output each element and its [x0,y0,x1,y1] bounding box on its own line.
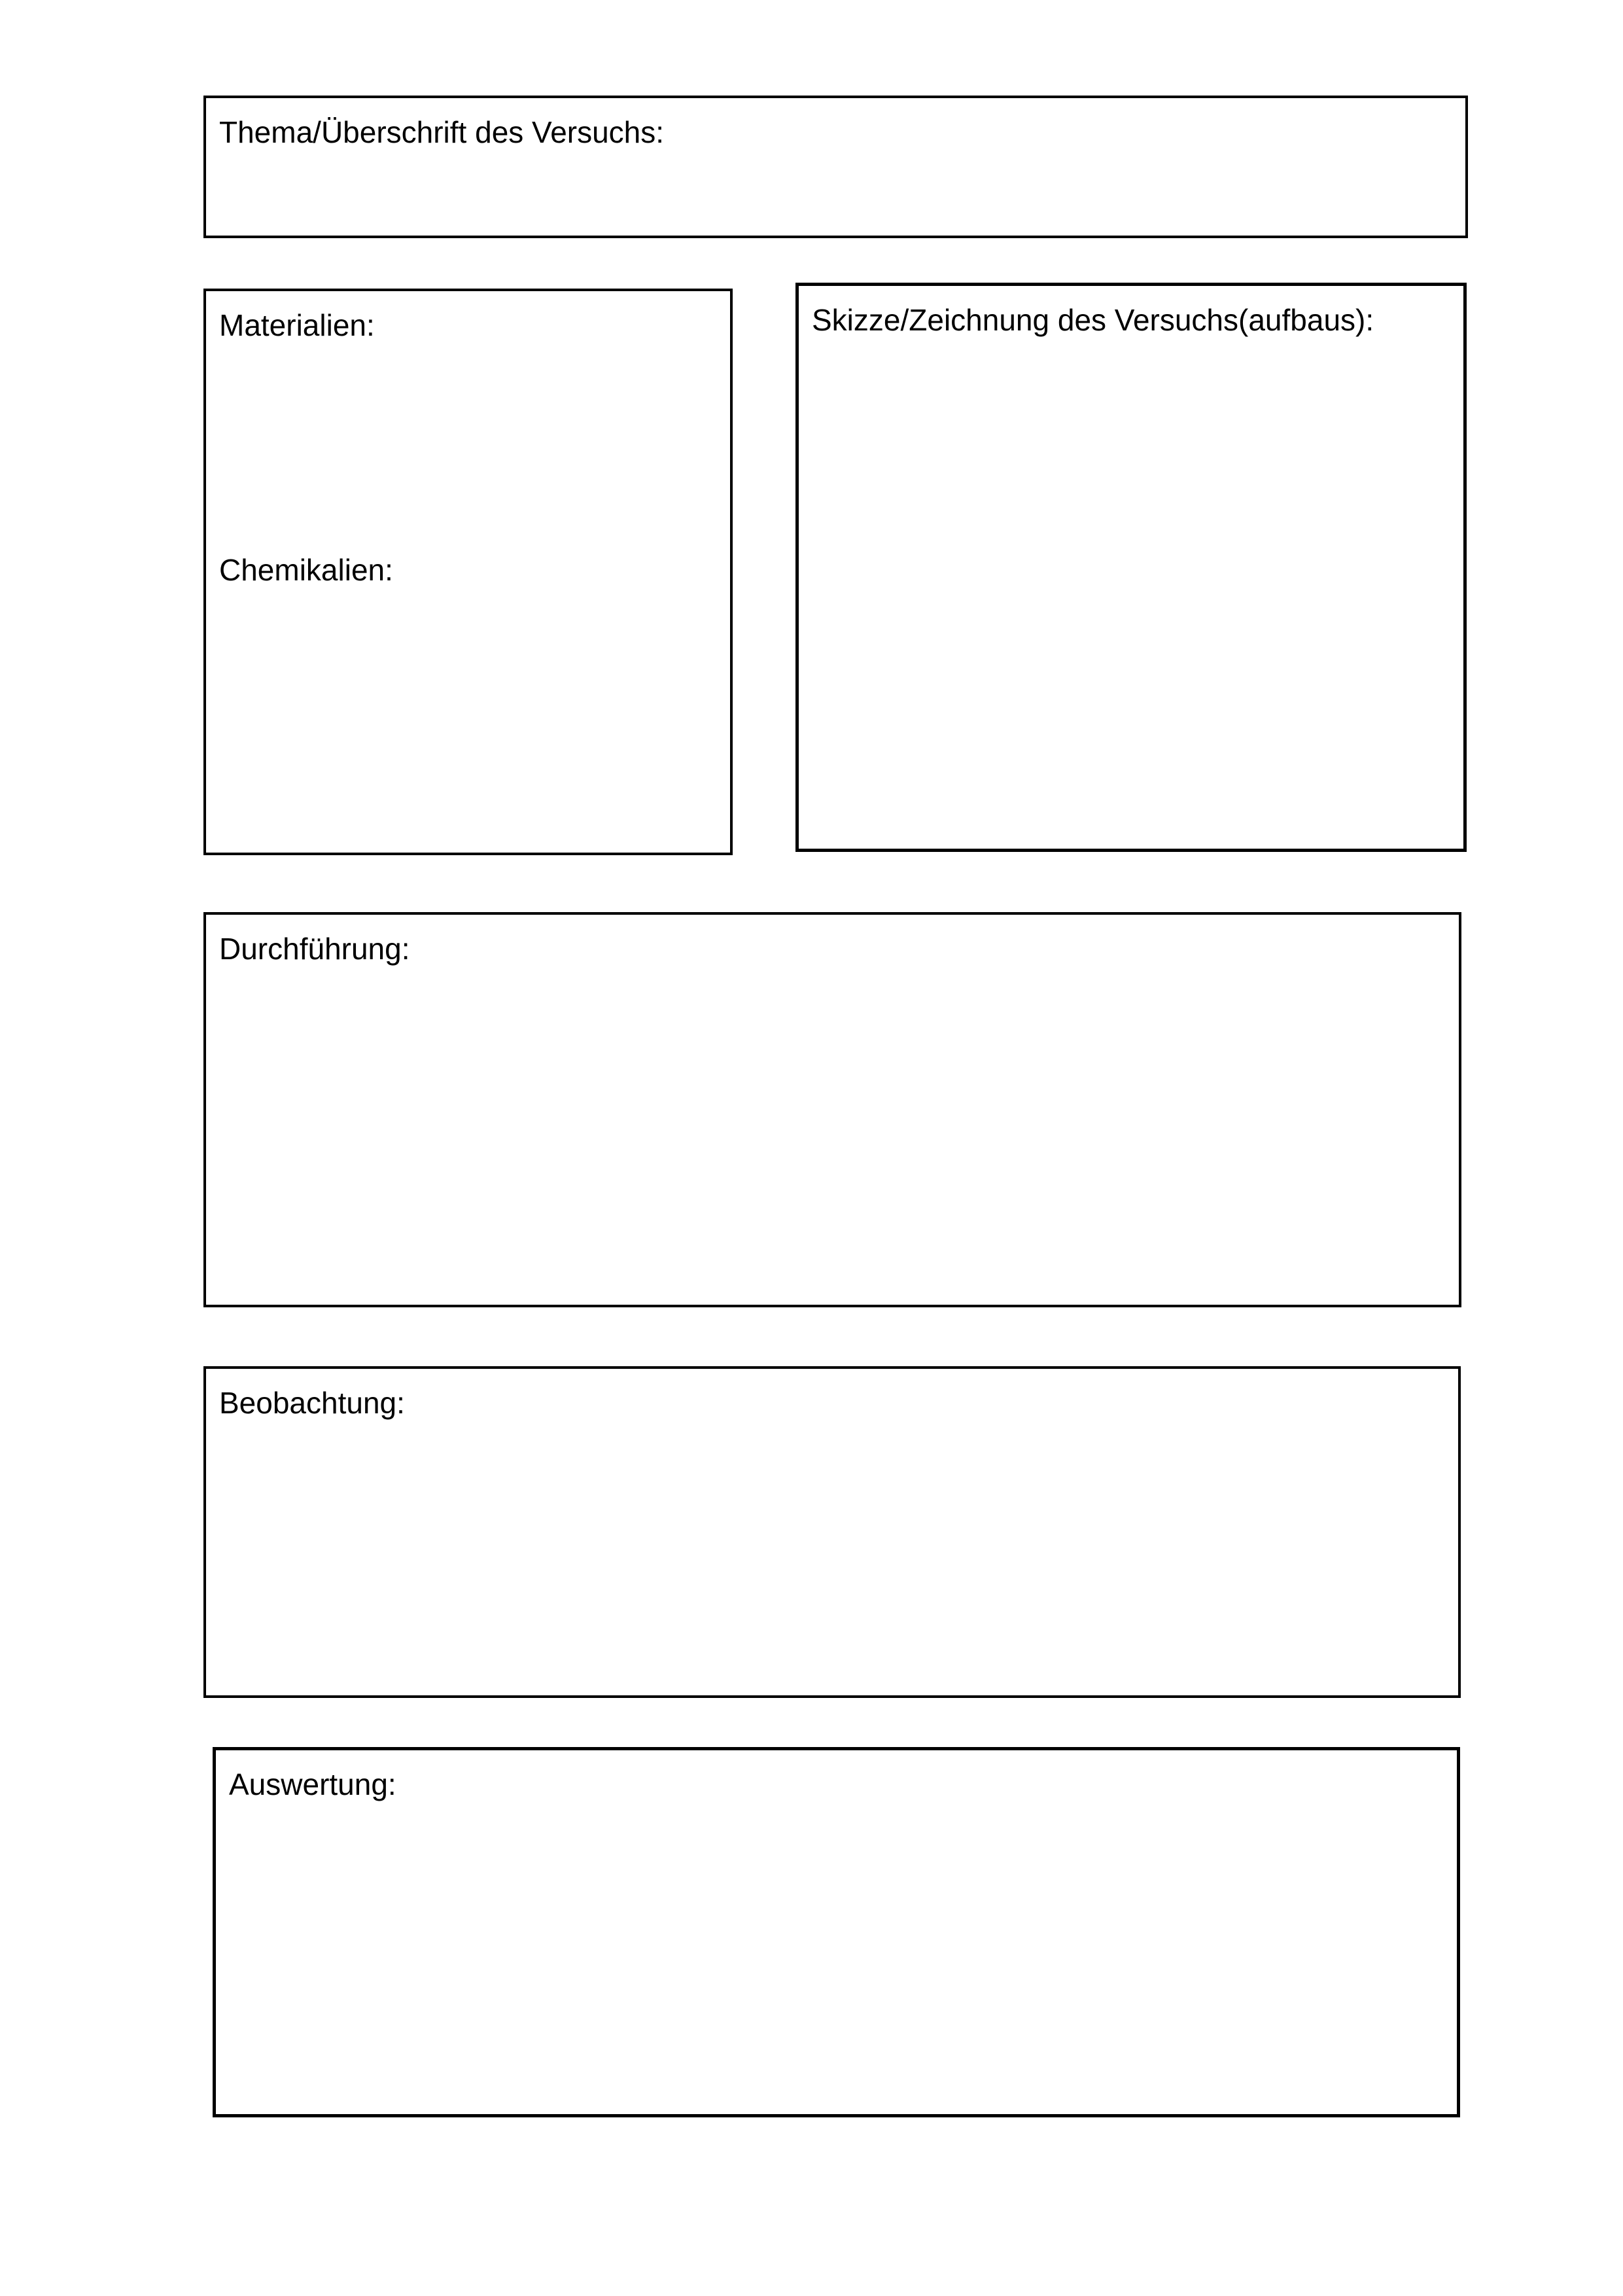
beobachtung-label: Beobachtung: [219,1386,405,1420]
durchfuehrung-label: Durchführung: [219,932,410,966]
durchfuehrung-box[interactable] [203,912,1461,1307]
beobachtung-box[interactable] [203,1366,1461,1698]
auswertung-box[interactable] [213,1747,1460,2117]
skizze-label: Skizze/Zeichnung des Versuchs(aufbaus): [812,303,1374,337]
auswertung-label: Auswertung: [229,1767,396,1801]
thema-box[interactable] [203,96,1468,238]
materialien-label: Materialien: [219,308,375,342]
chemikalien-label: Chemikalien: [219,553,393,587]
thema-label: Thema/Überschrift des Versuchs: [219,115,665,149]
skizze-box[interactable] [795,283,1467,852]
materialien-chemikalien-box[interactable] [203,289,733,855]
